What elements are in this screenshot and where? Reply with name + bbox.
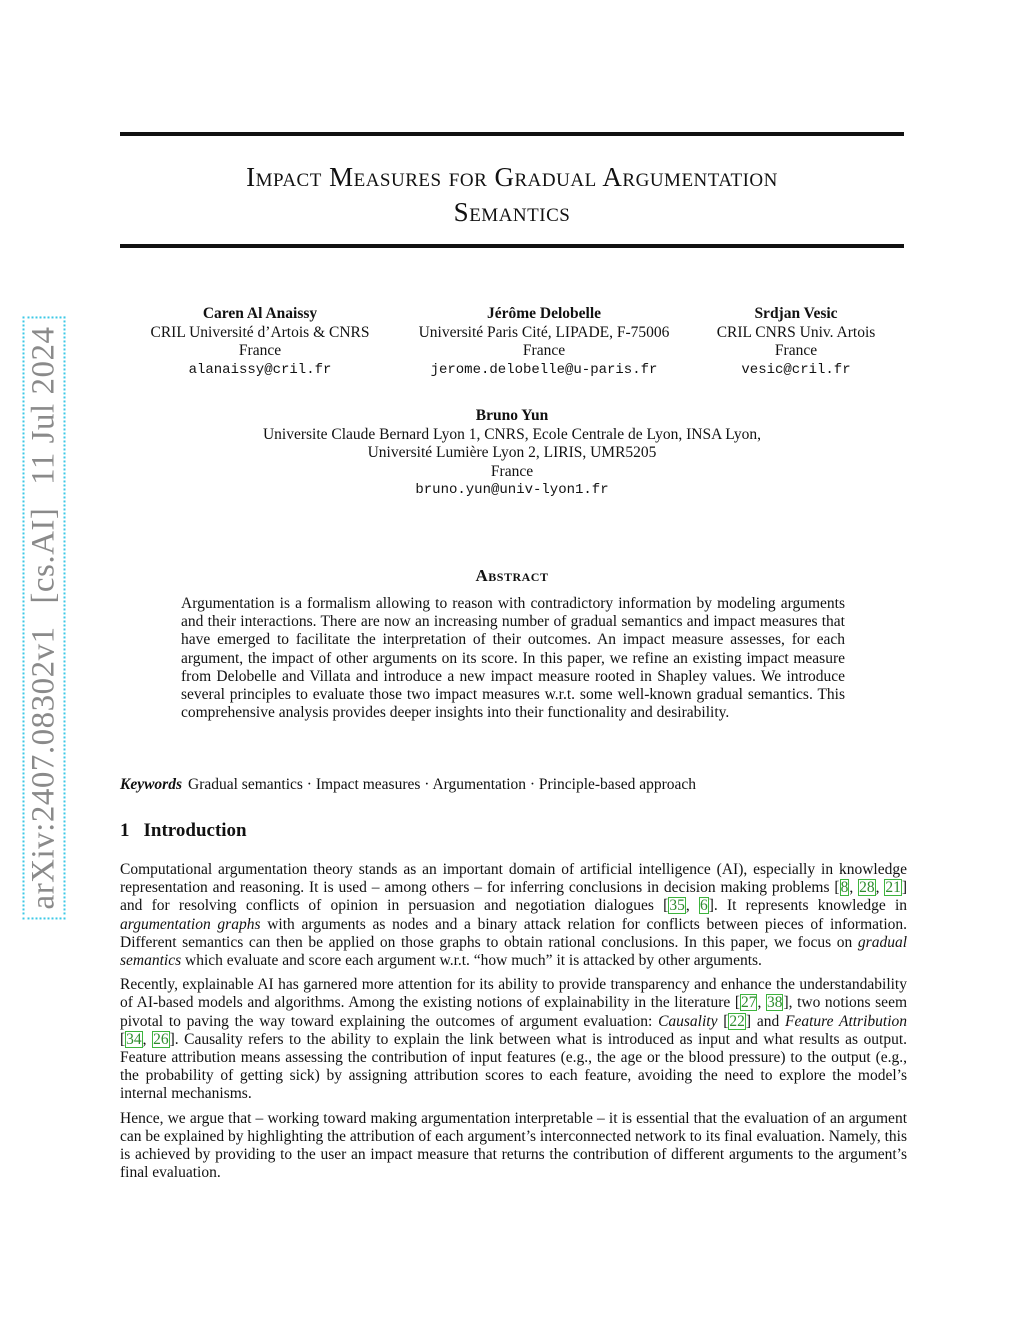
abstract-body: Argumentation is a formalism allowing to reason with contradictory information by modeling arguments and their interactions. There are now an increasing number of gradual semantics and impact measures that have emerged to facilitate the interpretation of their outcomes. An impact measure assesses, for each argument, the impact of other arguments on its score. In this paper, we refine an existing impact measure from Delobelle and Villata and introduce a new impact measure rooted in Shapley values. We introduce several principles to evaluate those two impact measures w.r.t. some well-known gradual semantics. This comprehensive analysis provides deeper insights into their functionality and desirability.: [181, 595, 845, 722]
text-run: ] and: [745, 1012, 785, 1030]
author-block: [120, 305, 400, 379]
title-rule-bottom: [120, 244, 904, 248]
emphasis: argumentation graphs: [120, 915, 261, 933]
text-run: ], two notions seem pivotal to paving the way toward explaining the outcomes of argument evaluation:: [120, 994, 908, 1030]
emphasis: Causality: [658, 1012, 718, 1030]
paragraph: [120, 976, 907, 1103]
citation-link[interactable]: 6: [699, 897, 708, 915]
text-run: [: [717, 1012, 729, 1030]
text-run: ]. Causality refers to the ability to explain the link between what is introduced as input and what results as output. Feature attribution means assessing the contribution of input features (e.g., the age or the blood pressure) to the output (e.g., the probability of getting sick) by assigning attribution scores to each feature, avoiding the need to explore the model’s internal mechanisms.: [120, 1030, 908, 1103]
text-run: ,: [757, 994, 766, 1012]
emphasis: Feature Attribution: [785, 1012, 908, 1030]
author-block: [688, 305, 904, 379]
author-email[interactable]: vesic@cril.fr: [741, 361, 851, 378]
arxiv-date: 11 Jul 2024: [25, 326, 62, 485]
author-email[interactable]: jerome.delobelle@u-paris.fr: [430, 361, 658, 378]
arxiv-stamp: [23, 317, 66, 920]
text-run: ,: [875, 879, 885, 897]
author-name: Bruno Yun: [475, 407, 549, 424]
citation-link[interactable]: 28: [859, 879, 875, 897]
keywords-text: Gradual semantics · Impact measures · Argumentation · Principle-based approach: [188, 776, 697, 793]
author-country: France: [490, 462, 534, 480]
keywords-label: Keywords: [120, 776, 182, 793]
abstract-heading: Abstract: [475, 566, 549, 585]
author-block: [400, 305, 688, 379]
author-affiliation: Université Lumière Lyon 2, LIRIS, UMR5205: [367, 444, 657, 461]
paper-title: [120, 160, 904, 230]
text-run: ]. It represents knowledge in: [708, 897, 908, 915]
citation-link[interactable]: 22: [729, 1012, 745, 1030]
author-affiliation: Université Paris Cité, LIPADE, F-75006: [418, 323, 670, 341]
author-email[interactable]: alanaissy@cril.fr: [188, 361, 332, 378]
author-name: Caren Al Anaissy: [202, 305, 318, 322]
text-run: [: [120, 1030, 126, 1048]
text-run: Computational argumentation theory stands as an important domain of artificial intelligence (AI), especially in knowledge representation and reasoning. It is used – among others – for inferring conclusions in decision making problems [: [120, 861, 907, 897]
text-run: which evaluate and score each argument w.r.t. “how much” it is attacked by other arguments.: [181, 952, 762, 970]
body-text: [120, 861, 907, 1188]
section-title: Introduction: [143, 820, 247, 841]
citation-link[interactable]: 21: [885, 879, 901, 897]
section-heading: [120, 820, 247, 842]
author-name: Srdjan Vesic: [754, 305, 838, 322]
text-run: with arguments as nodes and a binary attack relation for conflicts between pieces of information. Different semantics can then be applied on those graphs to obtain rational conclusions. In this paper, we focus on: [120, 915, 908, 951]
author-affiliation: CRIL CNRS Univ. Artois: [716, 323, 876, 341]
title-line-2: Semantics: [453, 197, 571, 227]
citation-link[interactable]: 34: [126, 1030, 142, 1048]
author-affiliation: Universite Claude Bernard Lyon 1, CNRS, Ecole Centrale de Lyon, INSA Lyon,: [262, 425, 762, 443]
title-rule-top: [120, 132, 904, 136]
citation-link[interactable]: 35: [669, 897, 685, 915]
citation-link[interactable]: 38: [766, 994, 783, 1012]
author-block: [120, 407, 904, 500]
paragraph: [120, 861, 907, 970]
arxiv-category: [cs.AI]: [25, 507, 62, 604]
paragraph: Hence, we argue that – working toward making argumentation interpretable – it is essential that the evaluation of an argument can be explained by highlighting the attribution of each argument’s interconnected network to its final evaluation. Namely, this is achieved by providing to the user an impact measure that returns the contribution of different arguments to the argument’s final evaluation.: [120, 1109, 907, 1182]
text-run: Recently, explainable AI has garnered more attention for its ability to provide transparency and enhance the understandability of AI-based models and algorithms. Among the existing notions of explainability in the literature [: [120, 976, 907, 1012]
author-email[interactable]: bruno.yun@univ-lyon1.fr: [415, 482, 609, 498]
title-line-1: Impact Measures for Gradual Argumentation: [246, 162, 778, 192]
text-run: ,: [685, 897, 699, 915]
keywords-line: [120, 776, 904, 794]
citation-link[interactable]: 27: [740, 994, 757, 1012]
text-run: ,: [849, 879, 859, 897]
arxiv-id[interactable]: arXiv:2407.08302v1: [25, 626, 62, 910]
section-number: 1: [120, 820, 130, 841]
author-country: France: [774, 342, 818, 359]
citation-link[interactable]: 8: [840, 879, 849, 897]
author-name: Jérôme Delobelle: [486, 305, 602, 322]
citation-link[interactable]: 26: [153, 1030, 169, 1048]
text-run: ,: [142, 1030, 153, 1048]
text-run: ] and for resolving conflicts of opinion in persuasion and negotiation dialogues [: [120, 879, 908, 915]
author-country: France: [522, 342, 566, 359]
emphasis: gradual semantics: [120, 933, 907, 970]
author-affiliation: CRIL Université d’Artois & CNRS: [150, 323, 370, 341]
author-country: France: [238, 342, 282, 359]
